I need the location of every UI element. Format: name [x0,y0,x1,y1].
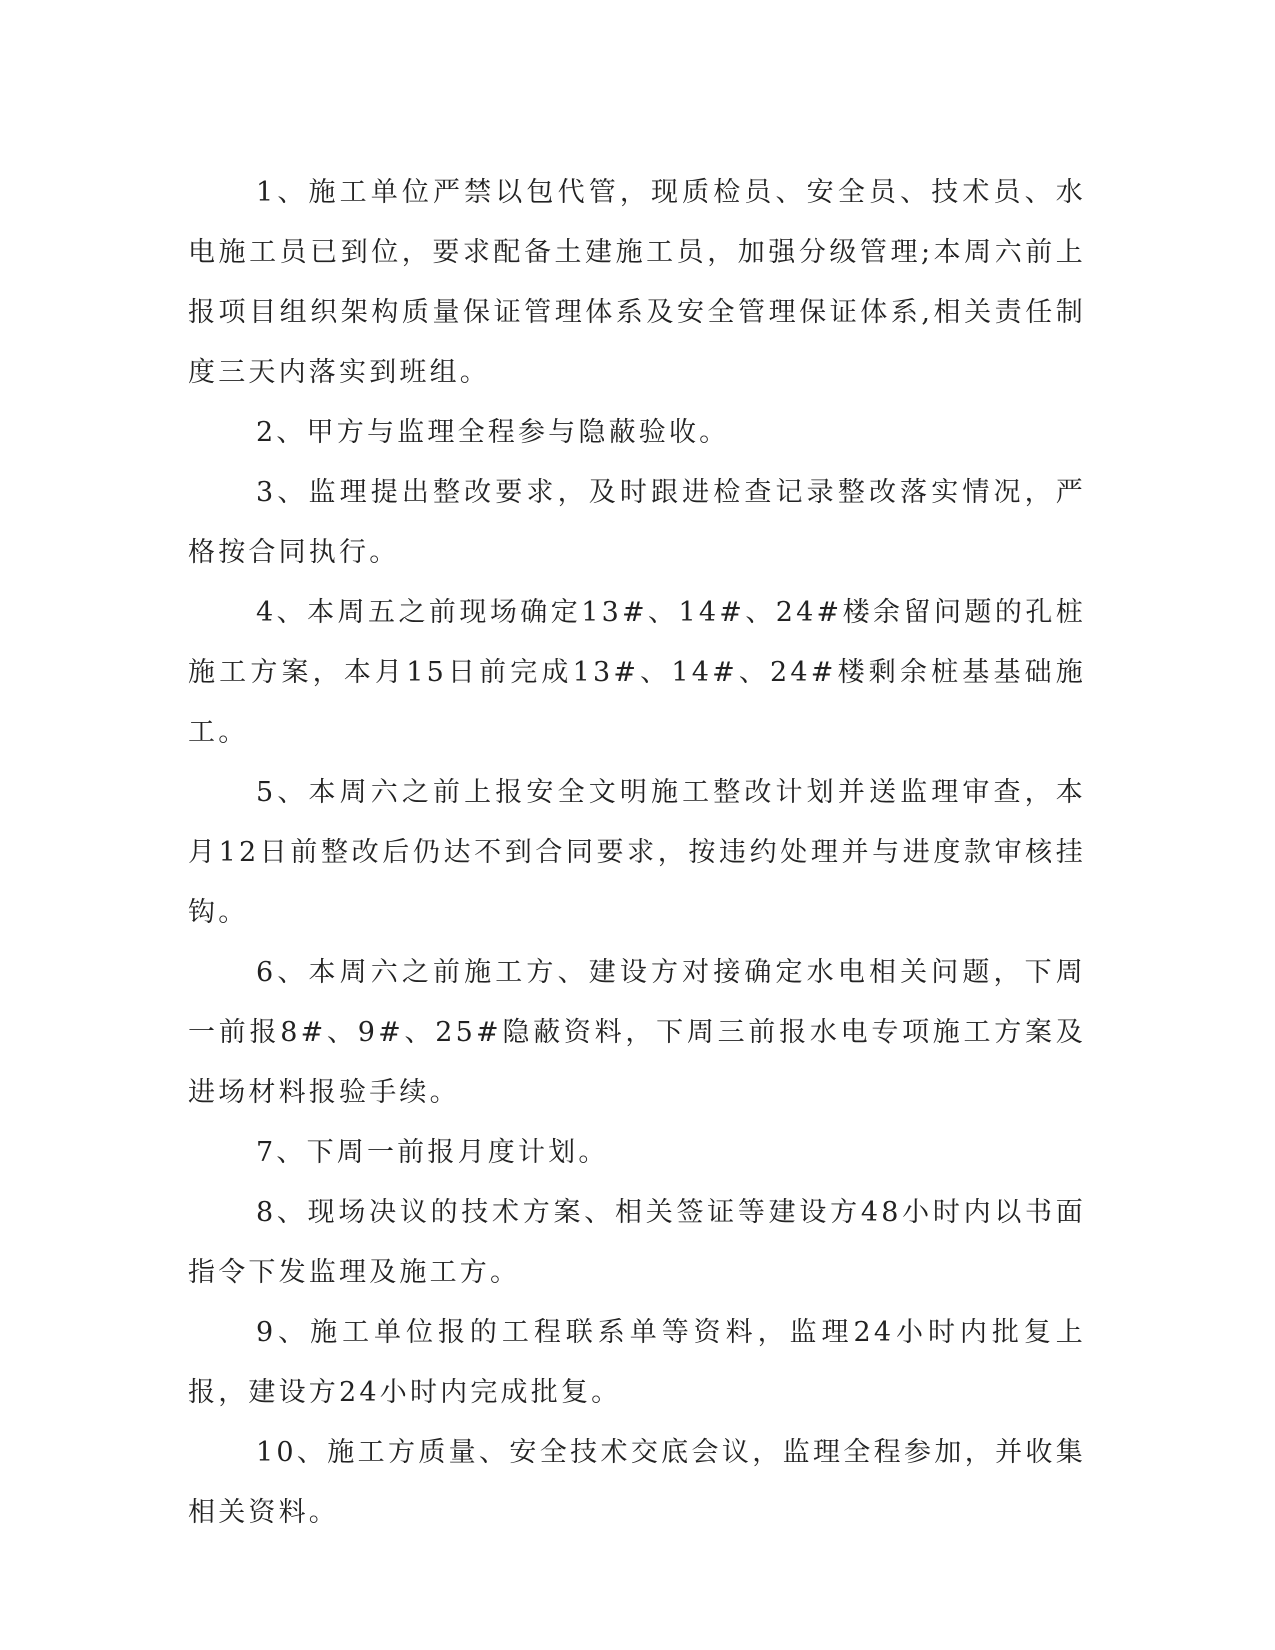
paragraph-9: 9、施工单位报的工程联系单等资料，监理24小时内批复上报，建设方24小时内完成批复。 [188,1317,1086,1408]
paragraph-4: 4、本周五之前现场确定13#、14#、24#楼余留问题的孔桩施工方案，本月15日前完成13#、14#、24#楼剩余桩基基础施工。 [188,597,1086,748]
paragraph-10: 10、施工方质量、安全技术交底会议，监理全程参加，并收集相关资料。 [188,1437,1086,1528]
paragraph-6: 6、本周六之前施工方、建设方对接确定水电相关问题，下周一前报8#、9#、25#隐蔽资料，下周三前报水电专项施工方案及进场材料报验手续。 [188,957,1086,1108]
paragraph-8: 8、现场决议的技术方案、相关签证等建设方48小时内以书面指令下发监理及施工方。 [188,1197,1086,1288]
paragraph-7: 7、下周一前报月度计划。 [256,1137,609,1168]
paragraph-5: 5、本周六之前上报安全文明施工整改计划并送监理审查，本月12日前整改后仍达不到合同要求，按违约处理并与进度款审核挂钩。 [188,777,1086,928]
paragraph-3: 3、监理提出整改要求，及时跟进检查记录整改落实情况，严格按合同执行。 [188,477,1086,568]
paragraph-1: 1、施工单位严禁以包代管，现质检员、安全员、技术员、水电施工员已到位，要求配备土建施工员，加强分级管理;本周六前上报项目组织架构质量保证管理体系及安全管理保证体系,相关责任制度三天内落实到班组。 [188,177,1086,388]
paragraph-2: 2、甲方与监理全程参与隐蔽验收。 [256,417,730,448]
document-body [188,163,1086,1543]
